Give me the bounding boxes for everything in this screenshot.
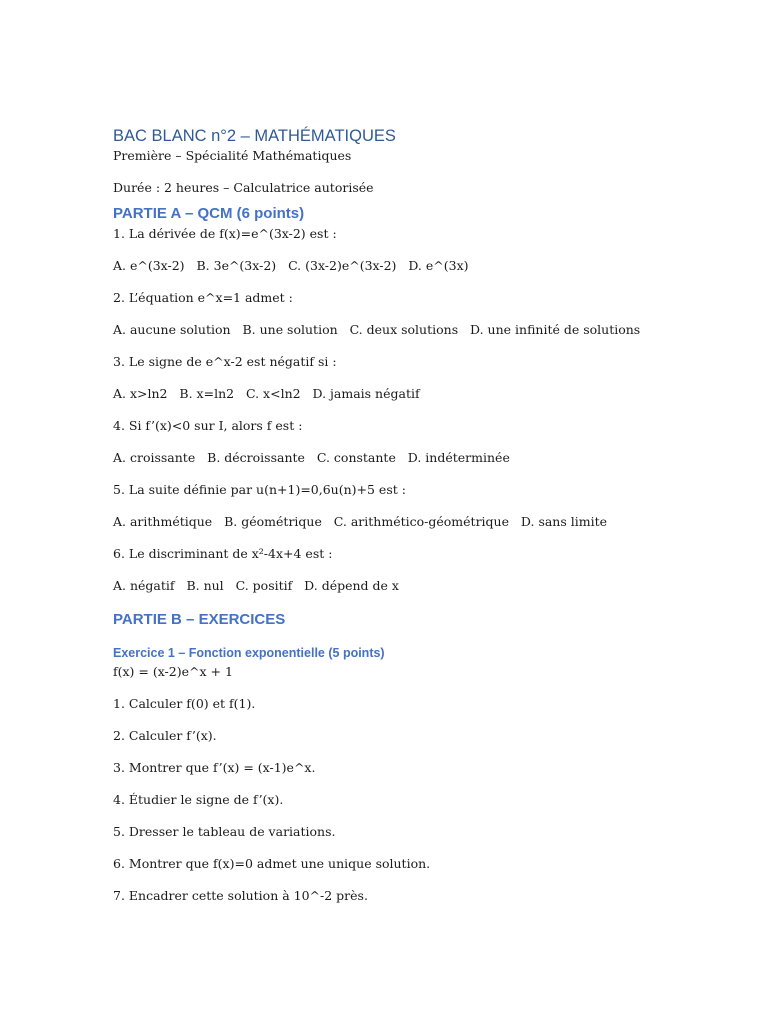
part-a-heading: PARTIE A – QCM (6 points) bbox=[113, 205, 305, 222]
question-text: 5. La suite définie par u(n+1)=0,6u(n)+5 est : bbox=[113, 482, 406, 497]
exercise-item: 1. Calculer f(0) et f(1). bbox=[113, 696, 256, 711]
question-options: A. aucune solution B. une solution C. deux solutions D. une infinité de solutions bbox=[113, 322, 641, 337]
function-definition: f(x) = (x-2)e^x + 1 bbox=[113, 664, 233, 679]
exercise-item: 6. Montrer que f(x)=0 admet une unique solution. bbox=[113, 856, 431, 871]
exercise-1-heading: Exercice 1 – Fonction exponentielle (5 points) bbox=[113, 646, 385, 660]
document-title: BAC BLANC n°2 – MATHÉMATIQUES bbox=[113, 127, 396, 145]
exercise-item: 5. Dresser le tableau de variations. bbox=[113, 824, 336, 839]
part-a-section bbox=[113, 204, 673, 610]
exercise-1 bbox=[113, 644, 673, 920]
question-options: A. e^(3x-2) B. 3e^(3x-2) C. (3x-2)e^(3x-2) D. e^(3x) bbox=[113, 258, 469, 273]
document-subtitle: Première – Spécialité Mathématiques bbox=[113, 148, 352, 163]
question-text: 3. Le signe de e^x-2 est négatif si : bbox=[113, 354, 337, 369]
question-options: A. arithmétique B. géométrique C. arithmético-géométrique D. sans limite bbox=[113, 514, 608, 529]
exercise-item: 2. Calculer f’(x). bbox=[113, 728, 217, 743]
part-b-heading: PARTIE B – EXERCICES bbox=[113, 611, 286, 628]
question-options: A. négatif B. nul C. positif D. dépend de x bbox=[113, 578, 399, 593]
question-text: 4. Si f’(x)<0 sur I, alors f est : bbox=[113, 418, 303, 433]
question-1 bbox=[113, 226, 673, 290]
question-6 bbox=[113, 546, 673, 610]
question-text: 2. L’équation e^x=1 admet : bbox=[113, 290, 293, 305]
question-text: 6. Le discriminant de x²-4x+4 est : bbox=[113, 546, 333, 561]
question-4 bbox=[113, 418, 673, 482]
exam-page bbox=[113, 126, 673, 920]
question-2 bbox=[113, 290, 673, 354]
question-options: A. x>ln2 B. x=ln2 C. x<ln2 D. jamais négatif bbox=[113, 386, 420, 401]
question-3 bbox=[113, 354, 673, 418]
question-text: 1. La dérivée de f(x)=e^(3x-2) est : bbox=[113, 226, 337, 241]
question-5 bbox=[113, 482, 673, 546]
exercise-item: 3. Montrer que f’(x) = (x-1)e^x. bbox=[113, 760, 316, 775]
exercise-item: 7. Encadrer cette solution à 10^-2 près. bbox=[113, 888, 368, 903]
document-duration: Durée : 2 heures – Calculatrice autorisée bbox=[113, 180, 374, 195]
part-b-section bbox=[113, 610, 673, 920]
exercise-item: 4. Étudier le signe de f’(x). bbox=[113, 792, 284, 807]
question-options: A. croissante B. décroissante C. constante D. indéterminée bbox=[113, 450, 510, 465]
